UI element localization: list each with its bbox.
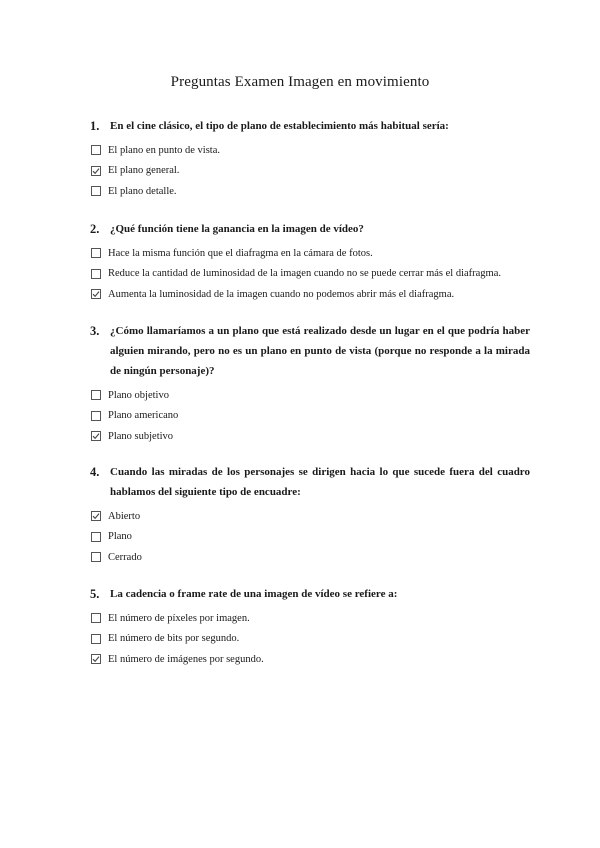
options-list [90,608,530,670]
checkbox-icon[interactable] [91,532,101,542]
option-item[interactable] [90,264,530,285]
option-item[interactable] [90,181,530,202]
option-label: Aumenta la luminosidad de la imagen cuando no podemos abrir más el diafragma. [108,288,455,300]
option-label: El número de imágenes por segundo. [108,653,264,665]
options-list [90,243,530,305]
option-label: Hace la misma función que el diafragma en la cámara de fotos. [108,247,373,259]
checkbox-icon[interactable] [91,411,101,421]
options-list [90,506,530,568]
checked-checkbox-icon[interactable] [91,511,101,521]
question-text: Cuando las miradas de los personajes se dirigen hacia lo que sucede fuera del cuadro hablamos del siguiente tipo de encuadre: [110,466,530,498]
option-item[interactable] [90,140,530,161]
option-label: Reduce la cantidad de luminosidad de la imagen cuando no se puede cerrar más el diafragma. [108,268,502,280]
option-label: Plano [108,531,132,543]
question-2 [90,219,530,305]
question-number: 3. [90,324,100,338]
option-item[interactable] [90,608,530,629]
option-label: Plano americano [108,410,179,422]
option-label: Plano subjetivo [108,430,174,442]
option-item[interactable] [90,243,530,264]
option-item[interactable] [90,547,530,568]
option-label: Cerrado [108,551,142,563]
question-5 [90,584,530,670]
option-label: Plano objetivo [108,389,169,401]
options-list [90,385,530,447]
question-number: 5. [90,587,100,601]
checkbox-icon[interactable] [91,634,101,644]
checkbox-icon[interactable] [91,248,101,258]
option-item[interactable] [90,284,530,305]
checkbox-icon[interactable] [91,145,101,155]
checkbox-icon[interactable] [91,186,101,196]
option-label: El número de bits por segundo. [108,633,240,645]
option-item[interactable] [90,385,530,406]
checkbox-icon[interactable] [91,552,101,562]
option-item[interactable] [90,629,530,650]
question-4 [90,462,530,568]
checked-checkbox-icon[interactable] [91,289,101,299]
option-label: Abierto [108,510,141,522]
option-item[interactable] [90,506,530,527]
checked-checkbox-icon[interactable] [91,431,101,441]
question-text: La cadencia o frame rate de una imagen de vídeo se refiere a: [110,588,398,600]
question-number: 1. [90,119,100,133]
options-list [90,140,530,202]
checkbox-icon[interactable] [91,613,101,623]
page-title: Preguntas Examen Imagen en movimiento [170,74,430,90]
question-1 [90,116,530,202]
checkbox-icon[interactable] [91,269,101,279]
option-label: El plano general. [108,165,180,177]
checked-checkbox-icon[interactable] [91,166,101,176]
option-item[interactable] [90,527,530,548]
option-label: El plano en punto de vista. [108,144,220,156]
question-text: En el cine clásico, el tipo de plano de establecimiento más habitual sería: [110,120,449,132]
option-label: El plano detalle. [108,185,177,197]
question-number: 4. [90,465,100,479]
question-text: ¿Qué función tiene la ganancia en la imagen de vídeo? [110,223,364,235]
question-number: 2. [90,222,100,236]
option-item[interactable] [90,426,530,447]
option-item[interactable] [90,161,530,182]
option-item[interactable] [90,406,530,427]
checked-checkbox-icon[interactable] [91,654,101,664]
option-label: El número de píxeles por imagen. [108,612,250,624]
option-item[interactable] [90,649,530,670]
question-3 [90,321,530,447]
question-text: ¿Cómo llamaríamos a un plano que está realizado desde un lugar en el que podría haber alguien mirando, pero no es un plano en punto de vista (porque no responde a la mirada de ningún personaje)? [110,325,530,377]
checkbox-icon[interactable] [91,390,101,400]
